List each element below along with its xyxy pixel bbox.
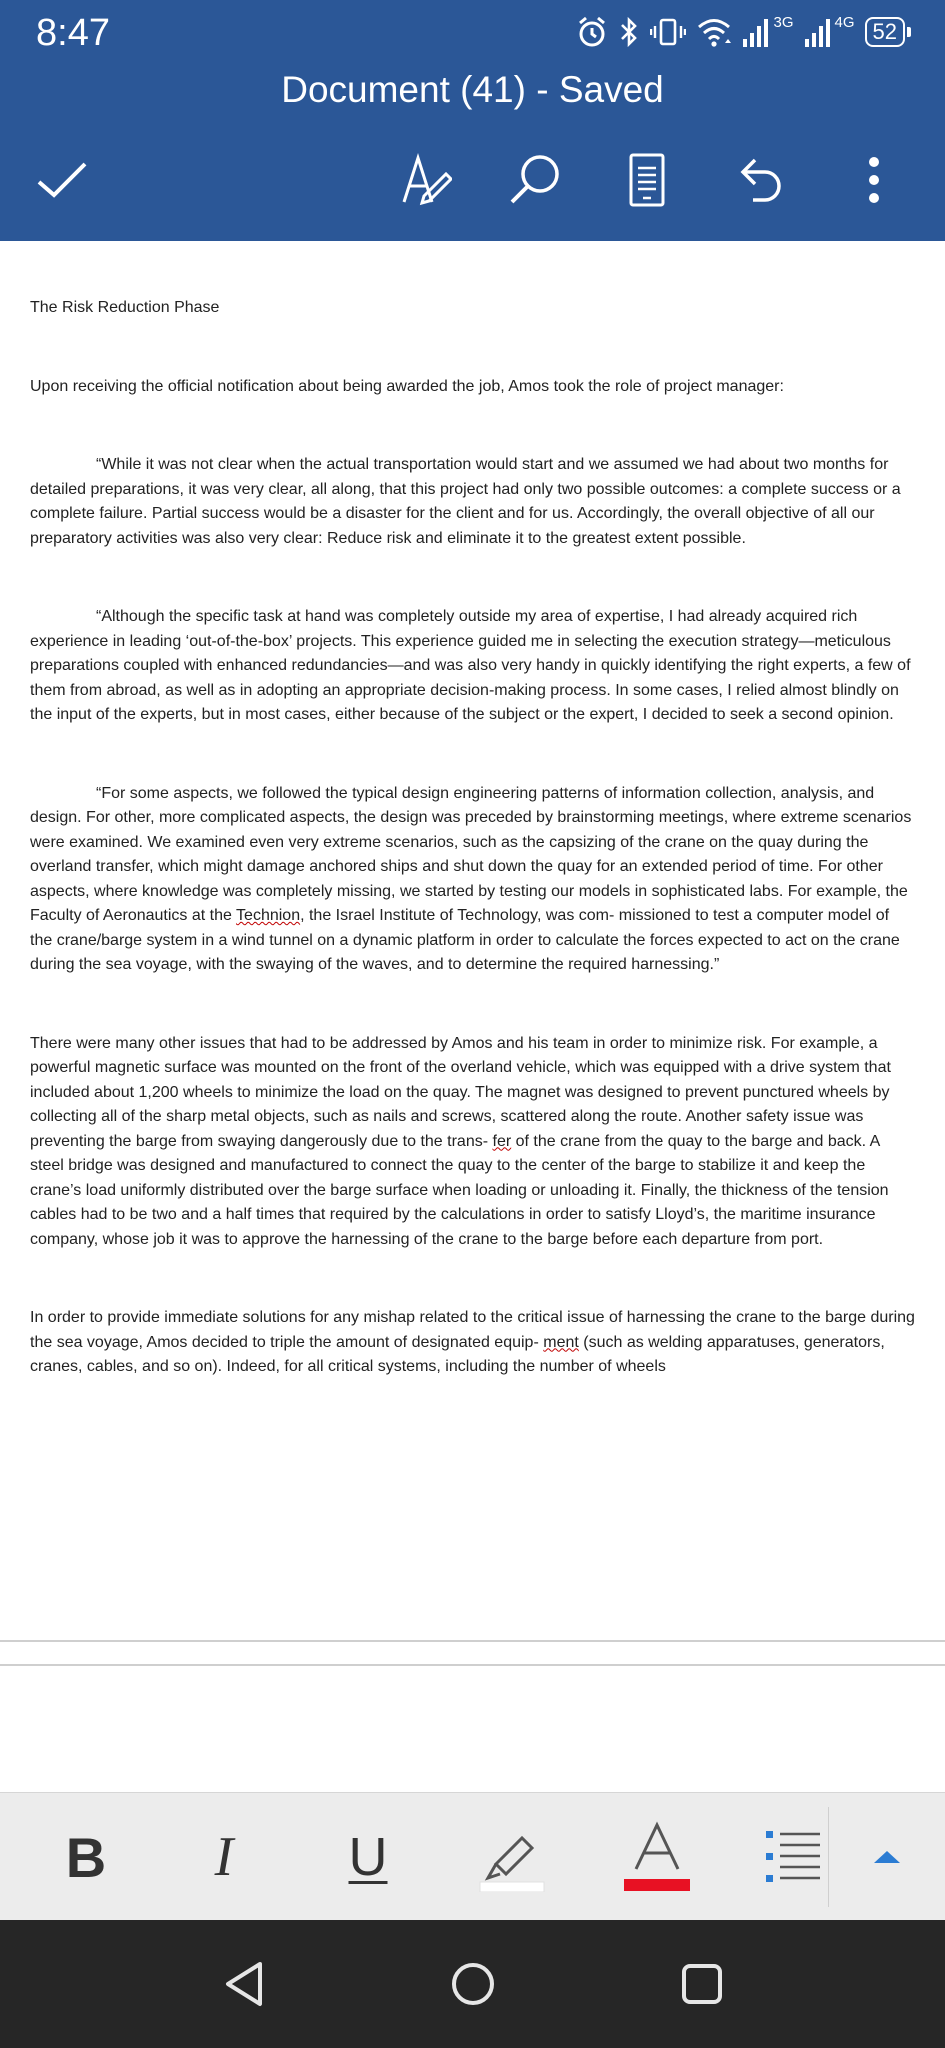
spelling-error-technion[interactable]: Technion [236,907,301,924]
paragraph-5-text-a: There were many other issues that had to be addressed by Amos and his team in order to minimize risk. For example, a powerful magnetic surface was mounted on the front of the overland vehicle, which was equipped with a drive system that included about 1,200 wheels to minimize the load on the quay. The magnet was designed to prevent punctured wheels by collecting all of the sharp metal objects, such as nails and screws, scattered along the route. Another safety issue was preventing the barge from swaying dangerously due to the trans- [30,1034,891,1150]
undo-icon [733,152,787,208]
more-options-button[interactable] [844,150,904,210]
status-bar-icons [576,12,911,52]
underline-button[interactable]: U [348,1827,388,1887]
font-color-button[interactable] [622,1815,692,1899]
edit-pen-icon [400,152,452,208]
signal-icon [804,15,855,49]
home-button[interactable] [443,1954,503,2014]
paragraph-5-text-b: of the crane from the quay to the barge and back. A steel bridge was designed and manufactured to connect the quay to the center of the barge to stabilize it and keep the crane’s load uniformly distributed over the barge surface when loading or unloading it. Finally, the thickness of the tension cables had to be two and a half times that required by the calculations in order to satisfy Lloyd’s, the maritime insurance company, whose job it was to approve the harnessing of the crane to the barge before each departure from port. [30,1132,889,1248]
highlighter-icon [478,1822,548,1892]
paragraph-5 [30,1032,915,1253]
paragraph-6 [30,1306,915,1380]
vibrate-icon [650,15,686,49]
bold-button[interactable]: B [65,1825,107,1889]
paragraph-6-text-a: In order to provide immediate solutions for any mishap related to the critical issue of harnessing the crane to the barge during the sea voyage, Amos decided to triple the amount of designated equip- [30,1309,915,1351]
recents-icon [680,1962,724,2006]
spelling-error-fer[interactable]: fer [492,1132,512,1150]
highlight-button[interactable] [478,1815,548,1899]
bullet-list-button[interactable] [764,1815,824,1899]
paragraph-6-text-b: (such as welding apparatuses, generators, cranes, cables, and so on). Indeed, for all critical systems, including the number of wheels [30,1333,885,1375]
paragraph-1: Upon receiving the official notification about being awarded the job, Amos took the role of project manager: [30,377,784,395]
spelling-error-ment[interactable]: ment [543,1333,579,1351]
bluetooth-icon [618,15,640,49]
mobile-view-button[interactable] [617,150,677,210]
undo-button[interactable] [730,150,790,210]
bullet-list-icon [764,1825,824,1889]
paragraph-4 [30,782,915,978]
app-header [0,0,945,241]
page-divider [0,1640,945,1642]
back-icon [222,1960,266,2008]
document-heading: The Risk Reduction Phase [30,299,220,316]
wifi-icon [696,15,732,49]
network-4g-label: 4G [834,14,855,31]
paragraph-3: “Although the specific task at hand was completely outside my area of expertise, I had already acquired rich experience in leading ‘out-of-the-box’ projects. This experience guided me in selecting the execution strategy—meticulous preparations coupled with enhanced redundancies—and was also very handy in quickly identifying the right experts, a few of them from abroad, as well as in adopting an appropriate decision-making process. In some cases, I relied almost blindly on the input of the experts, but in most cases, either because of the subject or the expert, I decided to seek a second opinion. [30,608,911,723]
expand-toolbar-button[interactable] [862,1815,912,1899]
battery-icon [865,17,911,47]
paragraph-4-text-b: , the Israel Institute of Technology, was com- missioned to test a computer model of the crane/barge system in a wind tunnel on a dynamic platform in order to calculate the forces expected to act on the crane during the sea voyage, with the swaying of the waves, and to determine the required harnessing.” [30,907,900,973]
home-icon [449,1960,497,2008]
check-icon [36,160,88,200]
signal-icon [742,15,793,49]
battery-level: 52 [865,17,905,47]
system-nav-bar [0,1920,945,2048]
page-divider [0,1664,945,1666]
status-time: 8:47 [36,12,110,54]
toolbar-separator [828,1807,829,1907]
back-button[interactable] [214,1954,274,2014]
expand-up-icon [872,1847,902,1867]
more-icon [864,152,884,208]
paragraph-4-text-a: “For some aspects, we followed the typical design engineering patterns of information collection, analysis, and design. For other, more complicated aspects, the design was preceded by brainstorming meetings, where extreme scenarios were examined. We examined even very extreme scenarios, such as the capsizing of the crane on the quay during the overland transfer, which might damage anchored ships and shut down the quay for an extended period of time. For other aspects, where knowledge was completely missing, we started by testing our models in sophisticated labs. For example, the Faculty of Aeronautics at the [30,784,912,924]
edit-button[interactable] [396,150,456,210]
network-3g-label: 3G [773,14,794,31]
alarm-icon [576,15,608,49]
italic-button[interactable]: I [214,1826,234,1888]
format-toolbar [0,1792,945,1921]
recents-button[interactable] [672,1954,732,2014]
document-body[interactable] [30,296,915,1434]
search-button[interactable] [505,150,565,210]
paragraph-2: “While it was not clear when the actual transportation would start and we assumed we had about two months for detailed preparations, it was very clear, all along, that this project had only two possible outcomes: a complete success or a complete failure. Partial success would be a disaster for the client and for us. Accordingly, the overall objective of all our preparatory activities was also very clear: Reduce risk and eliminate it to the greatest extent possible. [30,456,901,547]
document-title: Document (41) - Saved [281,69,664,110]
search-icon [507,152,563,208]
check-button[interactable] [32,150,92,210]
mobile-view-icon [627,152,667,208]
font-color-icon [622,1821,692,1893]
